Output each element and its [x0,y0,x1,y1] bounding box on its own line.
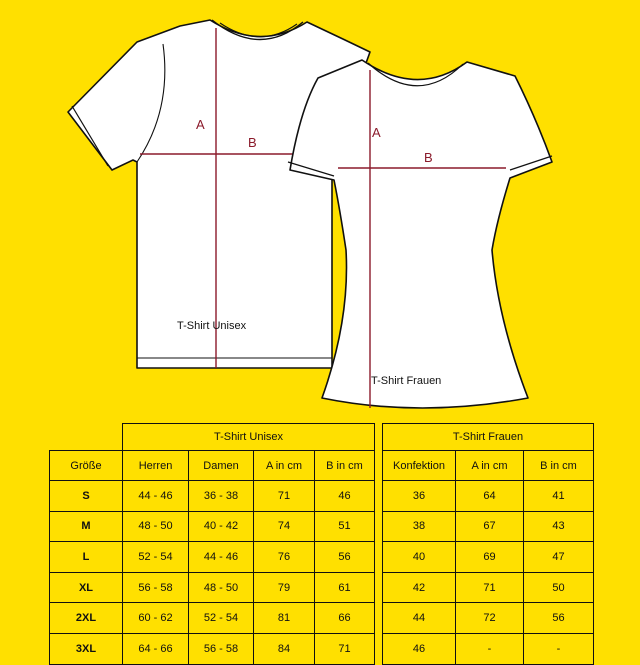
table-cell: 52 - 54 [189,603,254,634]
column-gap [375,424,383,451]
table-cell: 48 - 50 [189,572,254,603]
column-header: A in cm [456,451,524,481]
table-row [50,511,594,542]
table-row [50,603,594,634]
table-cell: 84 [254,633,315,664]
table-row [50,572,594,603]
column-gap [375,481,383,512]
table-cell: 47 [524,542,594,573]
column-gap [375,451,383,481]
frauen-dim-b-label: B [424,150,433,165]
size-cell: M [50,511,123,542]
table-cell: 61 [315,572,375,603]
table-cell: 71 [456,572,524,603]
table-cell: 44 - 46 [189,542,254,573]
group-unisex-header: T-Shirt Unisex [123,424,375,451]
table-cell: 46 [315,481,375,512]
column-header: A in cm [254,451,315,481]
column-header: Konfektion [383,451,456,481]
unisex-dim-a-label: A [196,117,205,132]
column-header: B in cm [524,451,594,481]
table-cell: 38 [383,511,456,542]
column-gap [375,572,383,603]
group-header-row [50,424,594,451]
table-cell: 40 [383,542,456,573]
table-row [50,542,594,573]
unisex-shirt-label: T-Shirt Unisex [177,320,247,332]
unisex-shirt [68,20,370,368]
table-cell: 60 - 62 [123,603,189,634]
table-cell: 48 - 50 [123,511,189,542]
table-cell: 42 [383,572,456,603]
table-cell: 41 [524,481,594,512]
table-cell: - [524,633,594,664]
table-cell: 69 [456,542,524,573]
size-cell: L [50,542,123,573]
table-cell: 71 [254,481,315,512]
column-gap [375,633,383,664]
table-cell: 56 - 58 [123,572,189,603]
table-cell: 56 - 58 [189,633,254,664]
frauen-dim-a-label: A [372,125,381,140]
table-row [50,633,594,664]
table-cell: 46 [383,633,456,664]
table-cell: 64 [456,481,524,512]
size-cell: XL [50,572,123,603]
column-gap [375,511,383,542]
size-cell: S [50,481,123,512]
table-row [50,481,594,512]
column-gap [375,603,383,634]
size-chart-table [49,423,594,665]
table-cell: 44 - 46 [123,481,189,512]
unisex-shirt-outline [68,20,370,368]
table-cell: 67 [456,511,524,542]
table-cell: 43 [524,511,594,542]
size-cell: 3XL [50,633,123,664]
frauen-shirt-label: T-Shirt Frauen [371,375,442,387]
table-cell: 44 [383,603,456,634]
table-cell: 52 - 54 [123,542,189,573]
table-cell: 56 [524,603,594,634]
column-header: B in cm [315,451,375,481]
empty-corner [50,424,123,451]
table-cell: 40 - 42 [189,511,254,542]
table-cell: 72 [456,603,524,634]
table-cell: 64 - 66 [123,633,189,664]
group-frauen-header: T-Shirt Frauen [383,424,594,451]
column-gap [375,542,383,573]
table-cell: 36 - 38 [189,481,254,512]
unisex-dim-b-label: B [248,135,257,150]
size-cell: 2XL [50,603,123,634]
table-cell: 56 [315,542,375,573]
table-cell: - [456,633,524,664]
column-header: Größe [50,451,123,481]
column-header: Herren [123,451,189,481]
table-cell: 76 [254,542,315,573]
table-cell: 50 [524,572,594,603]
table-cell: 36 [383,481,456,512]
column-header: Damen [189,451,254,481]
table-cell: 74 [254,511,315,542]
table-cell: 79 [254,572,315,603]
table-cell: 51 [315,511,375,542]
table-cell: 81 [254,603,315,634]
table-cell: 66 [315,603,375,634]
table-cell: 71 [315,633,375,664]
column-header-row [50,451,594,481]
